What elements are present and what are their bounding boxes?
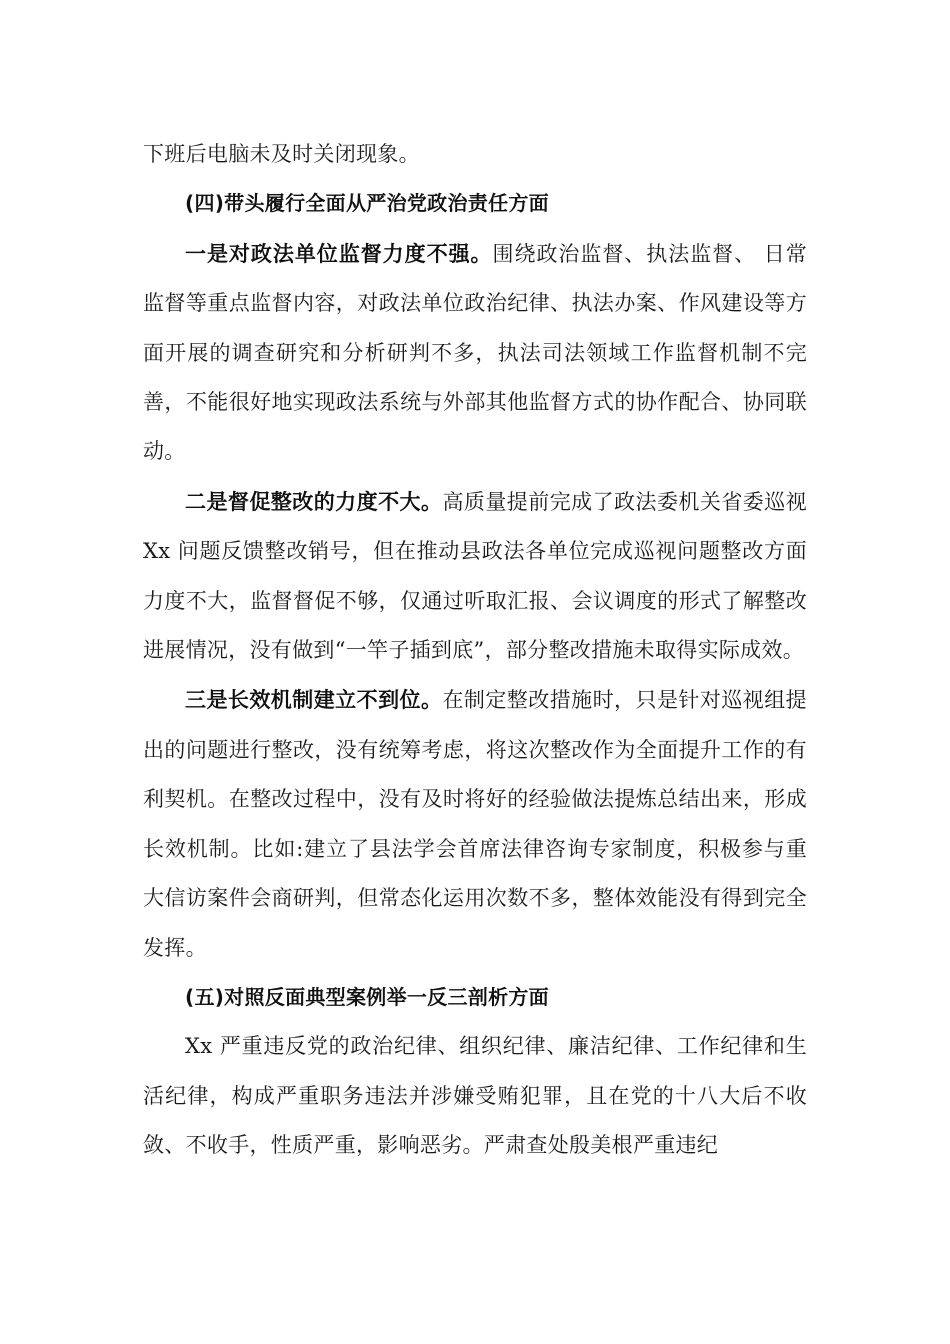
section-heading-4: (四)带头履行全面从严治党政治责任方面 xyxy=(185,191,549,216)
paragraph-item-3 xyxy=(143,675,807,972)
section-heading-5: (五)对照反面典型案例举一反三剖析方面 xyxy=(185,984,549,1009)
paragraph-case-analysis: Xx 严重违反党的政治纪律、组织纪律、廉洁纪律、工作纪律和生活纪律，构成严重职务违法并涉嫌受贿犯罪，且在党的十八大后不收敛、不收手，性质严重，影响恶劣。严肃查处殷美根严重违纪 xyxy=(143,1034,807,1158)
item-1-lead: 一是对政法单位监督力度不强。 xyxy=(185,240,493,266)
item-2-text: 高质量提前完成了政法委机关省委巡视 Xx 问题反馈整改销号，但在推动县政法各单位完成巡视问题整改方面力度不大，监督督促不够，仅通过听取汇报、会议调度的形式了解整改进展情况，没有做到“一竿子插到底”，部分整改措施未取得实际成效。 xyxy=(143,489,807,663)
item-3-lead: 三是长效机制建立不到位。 xyxy=(185,687,443,713)
paragraph-item-2 xyxy=(143,477,807,676)
item-3-text: 在制定整改措施时，只是针对巡视组提出的问题进行整改，没有统筹考虑，将这次整改作为全面提升工作的有利契机。在整改过程中，没有及时将好的经验做法提炼总结出来，形成长效机制。比如:建立了县法学会首席法律咨询专家制度，积极参与重大信访案件会商研判，但常态化运用次数不多，整体效能没有得到完全发挥。 xyxy=(143,688,807,960)
paragraph-item-1 xyxy=(143,229,807,477)
paragraph-continuation: 下班后电脑未及时关闭现象。 xyxy=(143,142,420,166)
item-1-text: 围绕政治监督、执法监督、 日常监督等重点监督内容，对政法单位政治纪律、执法办案、作风建设等方面开展的调查研究和分析研判不多，执法司法领域工作监督机制不完善，不能很好地实现政法系统与外部其他监督方式的协作配合、协同联动。 xyxy=(143,241,807,464)
item-2-lead: 二是督促整改的力度不大。 xyxy=(185,488,443,514)
document-body xyxy=(143,130,807,1171)
